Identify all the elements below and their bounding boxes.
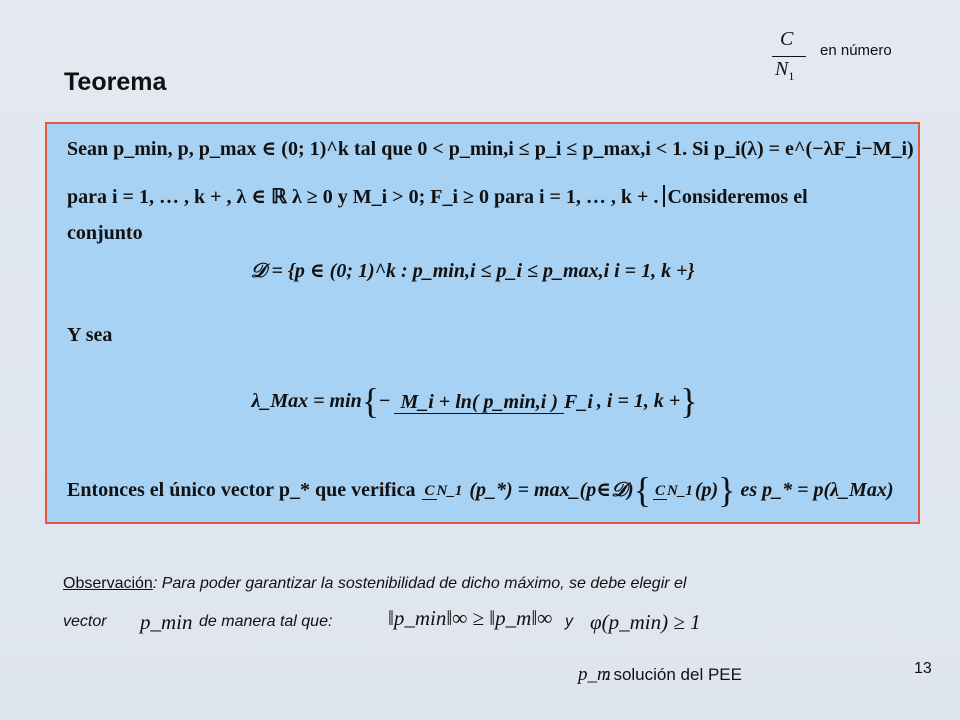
theorem-box (45, 122, 920, 524)
theorem-y-sea: Y sea (67, 324, 113, 346)
phi-inequality: φ(p_min) ≥ 1 (590, 610, 701, 634)
pm-description: : solución del PEE (604, 665, 742, 684)
pm-symbol: p_m (578, 664, 611, 685)
pmin-symbol: p_min (140, 610, 193, 634)
page-title: Teorema (64, 68, 167, 96)
page-number: 13 (914, 660, 932, 677)
theorem-conclusion: Entonces el único vector p_* que verifica C N_1 (p_*) = max_(p∈𝒟){ C N_1 (p)} es p_* = p(λ_Max) (67, 470, 894, 510)
observation-text: : Para poder garantizar la sostenibilidad de dicho máximo, se debe elegir el (152, 575, 687, 592)
header-fraction-numerator: C (780, 28, 794, 50)
theorem-line-3: conjunto (67, 222, 143, 244)
conclusion-fraction-1: C N_1 (424, 483, 463, 500)
lambda-max-formula: λ_Max = min{− M_i + ln( p_min,i ) F_i , i = 1, k +} (251, 381, 698, 421)
observation-line-1 (63, 575, 686, 593)
set-definition: 𝒟 = {p ∈ (0; 1)^k : p_min,i ≤ p_i ≤ p_max,i i = 1, k +} (250, 260, 695, 282)
conclusion-fraction-2: C N_1 (654, 483, 693, 500)
observation-label: Observación (63, 575, 153, 592)
observation-vector-label: vector (63, 613, 107, 630)
theorem-line-2: para i = 1, … , k + , λ ∈ ℝ λ ≥ 0 y M_i > 0; F_i ≥ 0 para i = 1, … , k + . Consideremos el (67, 186, 808, 208)
observation-manera: de manera tal que: (199, 613, 333, 630)
header-fraction-denominator: $N_1$ (775, 58, 795, 83)
text-cursor (663, 185, 665, 207)
observation-y: y (565, 613, 573, 630)
norm-inequality: ‖p_min‖∞ ≥ ‖p_m‖∞ (388, 606, 553, 630)
header-caption: en número (820, 42, 892, 59)
header-fraction-bar (772, 56, 806, 57)
lambda-fraction: M_i + ln( p_min,i ) F_i (394, 389, 592, 415)
theorem-line-1: Sean p_min, p, p_max ∈ (0; 1)^k tal que 0 < p_min,i ≤ p_i ≤ p_max,i < 1. Si p_i(λ) = e^(−λF_i−M_i) (67, 138, 914, 160)
